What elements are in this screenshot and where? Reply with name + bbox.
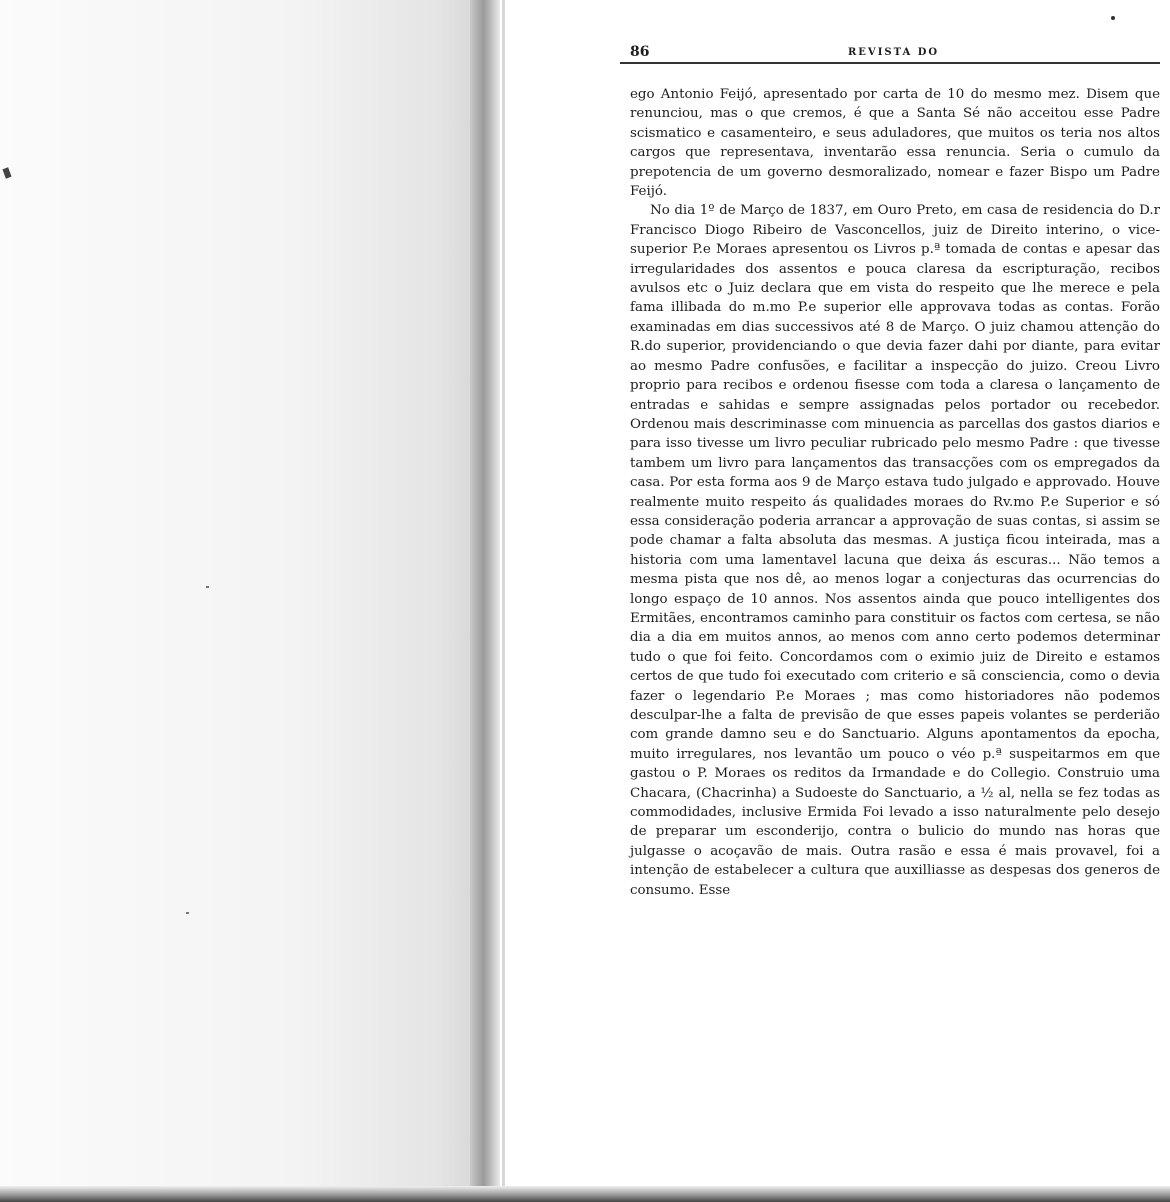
paragraph: No dia 1º de Março de 1837, em Ouro Preto, em casa de residencia do D.r Francisco Diogo Ribeiro de Vasconcellos, juiz de Direito interino, o vice-superior P.e Moraes apresentou os Livros p.ª tomada de contas e apesar das irregularidades dos assentos e pouca claresa da escripturação, recibos avulsos etc o Juiz declara que em vista do respeito que lhe merece e pela fama illibada do m.mo P.e superior elle approvava todas as contas. Forão examinadas em dias successivos até 8 de Março. O juiz chamou attenção do R.do superior, providenciando o que devia fazer dahi por diante, para evitar ao mesmo Padre confusões, e facilitar a inspecção do juizo. Creou Livro proprio para recibos e ordenou fisesse com toda a claresa o lançamento de entradas e sahidas e sempre assignadas pelos portador ou recebedor. Ordenou mais descriminasse com minuencia as parcellas dos gastos diarios e para isso tivesse um livro peculiar rubricado pelo mesmo Padre : que tivesse tambem um livro para lançamentos das transacções com os empregados da casa. Por esta forma aos 9 de Março estava tudo julgado e approvado. Houve realmente muito respeito ás qualidades moraes do Rv.mo P.e Superior e só essa consideração poderia arrancar a approvação de suas contas, si assim se pode chamar a falta absoluta das mesmas. A justiça ficou inteirada, mas a historia com uma lamentavel lacuna que deixa ás escuras... Não temos a mesma pista que nos dê, ao menos logar a conjecturas das ocurrencias do longo espaço de 10 annos. Nos assentos ainda que pouco intelligentes dos Ermitães, encontramos caminho para constituir os factos com certesa, se não dia a dia em muitos annos, ao menos com anno certo podemos determinar tudo o que foi feito. Concordamos com o eximio juiz de Direito e estamos certos de que tudo foi executado com criterio e sã consciencia, como o devia fazer o legendario P.e Moraes ; mas como historiadores não podemos desculpar-lhe a falta de previsão de que esses papeis volantes se perderião com grande damno seu e do Sanctuario. Alguns apontamentos da epocha, muito irregulares, nos levantão um pouco o véo p.ª suspeitarmos em que gastou o P. Moraes os reditos da Irmandade e do Collegio. Construio uma Chacara, (Chacrinha) a Sudoeste do Sanctuario, a ½ al, nella se fez todas as commodidades, inclusive Ermida Foi levado a isso naturalmente pelo desejo de preparar um esconderijo, contra o bulicio do mundo nas horas que julgasse o acoçavão de mais. Outra rasão e essa é mais provavel, foi a intenção de estabelecer a cultura que auxilliasse as despesas dos generos de consumo. Esse: [630, 203, 1160, 898]
paper-speck: [186, 912, 189, 914]
book-gutter-shadow: [470, 0, 500, 1202]
book-bottom-edge: [0, 1186, 1170, 1202]
paragraph-continued: ego Antonio Feijó, apresentado por carta de 10 do mesmo mez. Disem que renunciou, mas o que cremos, é que a Santa Sé não acceitou esse Padre scismatico e casamenteiro, e seus aduladores, que muitos os teria nos altos cargos que representava, inventarão essa renuncia. Seria o cumulo da prepotencia de um governo desmoralizado, nomear e fazer Bispo um Padre Feijó.: [630, 87, 1160, 200]
gutter-edge: [502, 0, 505, 1202]
printed-page: [620, 36, 1160, 900]
ink-dot: [1111, 16, 1115, 20]
journal-title: REVISTA DO: [848, 47, 940, 58]
paper-speck: [206, 586, 209, 588]
page-number: 86: [630, 44, 650, 60]
running-head: [620, 36, 1160, 64]
body-text: [620, 85, 1160, 900]
blank-left-page: [0, 0, 500, 1202]
